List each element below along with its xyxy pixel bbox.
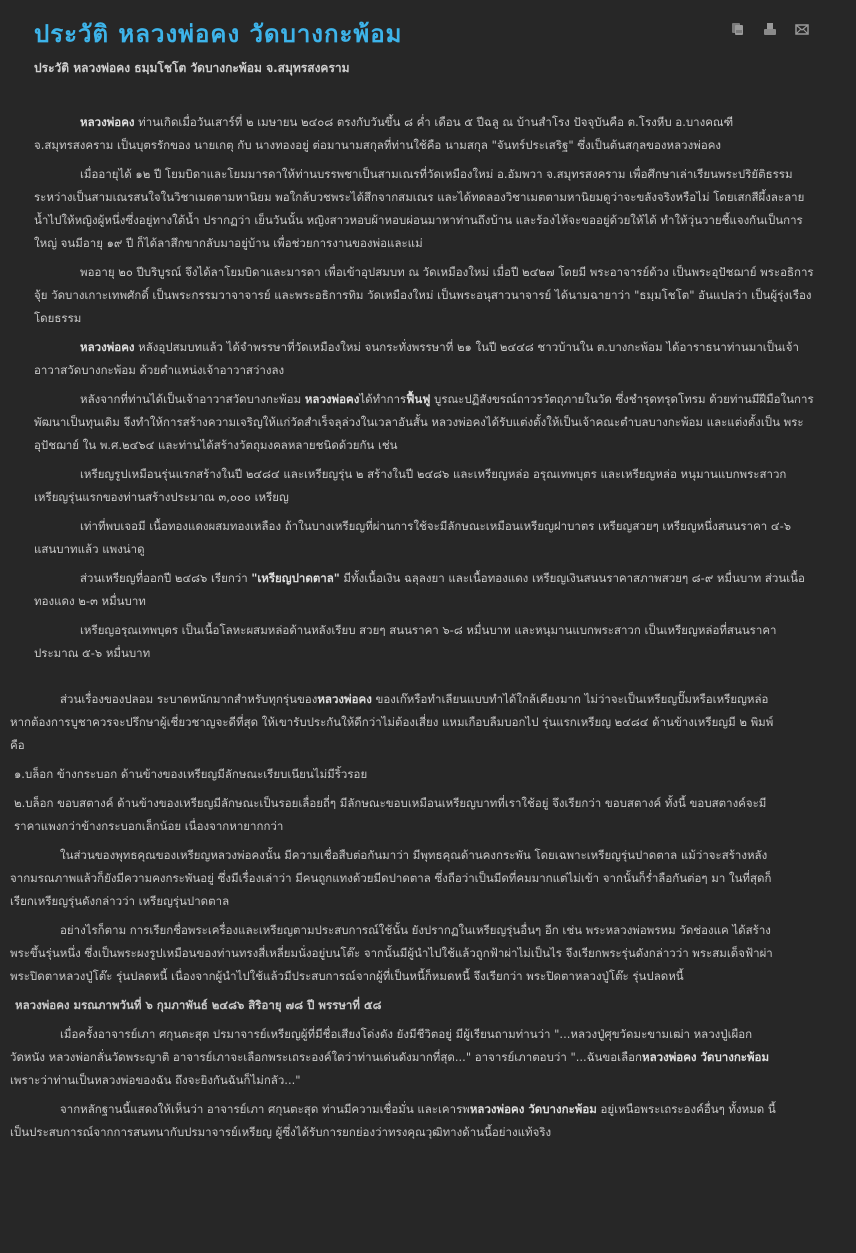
text-segment: เมื่อครั้งอาจารย์เภา ศกุนตะสุต ปรมาจารย์เหรียญผู้ที่มีชื่อเสียงโด่งดัง ยังมีชีวิตอยู่ มีผู้เรียนถามท่านว่า "...หลวงปู่ศุขวัดมะขามเฒ่า หลวงปู่เผือกวัดหนัง หลวงพ่อกลั่นวัดพระญาติ อาจารย์เภาจะเลือกพระเถระองค์ใดว่าท่านเด่นดังมากที่สุด..." อาจารย์เภาตอบว่า "...ฉันขอเลือก — [10, 1027, 753, 1064]
article-title: ประวัติ หลวงพ่อคง วัดบางกะพ้อม — [34, 20, 403, 48]
bold-text: "เหรียญปาดตาล" — [251, 571, 340, 585]
pdf-icon[interactable] — [730, 21, 746, 35]
bold-text: หลวงพ่อคง — [317, 692, 372, 706]
text-segment: ส่วนเหรียญที่ออกปี ๒๔๘๖ เรียกว่า — [80, 571, 252, 585]
paragraph — [10, 919, 785, 988]
paragraph — [10, 792, 785, 838]
email-icon[interactable] — [794, 21, 810, 35]
text-segment: เท่าที่พบเจอมี เนื้อทองแดงผสมทองเหลือง ถ้าในบางเหรียญที่ผ่านการใช้จะมีลักษณะเหมือนเหรียญฝาบาตร เหรียญสวยๆ เหรียญหนึ่งสนนราคา ๔-๖ แสนบาทแล้ว แพงน่าดู — [34, 519, 792, 556]
text-segment: เหรียญอรุณเทพบุตร เป็นเนื้อโลหะผสมหล่อด้านหลังเรียบ สวยๆ สนนราคา ๖-๘ หมื่นบาท และหนุมานแบกพระสาวก เป็นเหรียญหล่อที่สนนราคาประมาณ ๕-๖ หมื่นบาท — [34, 623, 777, 660]
text-segment: บูรณะปฏิสังขรณ์ถาวรวัตถุภายในวัด ซึ่งชำรุดทรุดโทรม ด้วยท่านมีฝีมือในการพัฒนาเป็นทุนเดิม จึงทำให้การสร้างความเจริญให้แก่วัดสำเร็จลุล่วงในเวลาอันสั้น หลวงพ่อคงได้รับแต่งตั้งให้เป็นเจ้าคณะตำบลบางกะพ้อม และแต่งตั้งเป็น พระอุปัชฌาย์ ใน พ.ศ.๒๔๖๔ และท่านได้สร้างวัตถุมงคลหลายชนิดด้วยกัน เช่น — [34, 392, 814, 452]
article-subtitle: ประวัติ หลวงพ่อคง ธมฺมโชโต วัดบางกะพ้อม จ.สมุทรสงคราม — [34, 61, 350, 75]
text-segment: ๒.บล็อก ขอบสตางค์ ด้านข้างของเหรียญมีลักษณะเป็นรอยเลื่อยถี่ๆ มีลักษณะขอบเหมือนเหรียญบาทที่เราใช้อยู่ จึงเรียกว่า ขอบสตางค์ ทั้งนี้ ขอบสตางค์จะมีราคาแพงกว่าข้างกระบอกเล็กน้อย เนื่องจากหายากกว่า — [14, 796, 767, 833]
text-segment: เมื่ออายุได้ ๑๒ ปี โยมบิดาและโยมมารดาให้ท่านบรรพชาเป็นสามเณรที่วัดเหมืองใหม่ อ.อัมพวา จ.สมุทรสงคราม เพื่อศึกษาเล่าเรียนพระปริยัติธรรม ระหว่างเป็นสามเณรสนใจในวิชาเมตตามหานิยม พอใกล้บวชพระได้สึกจากสมเณร และได้ทดลองวิชาเมตตามหานิยมดูว่าจะขลังจริงหรือไม่ โดยเสกสีผึ้งละลายน้ำไปให้หญิงผู้หนึ่งซึ่งอยู่ทางใต้น้ำ ปรากฏว่า เย็นวันนั้น หญิงสาวหอบผ้าหอบผ่อนมาหาท่านถึงบ้าน และร้องไห้จะขออยู่ด้วยให้ได้ ทำให้วุ่นวายชี้แจงกันเป็นการใหญ่ จนมีอายุ ๑๙ ปี ก็ได้ลาสึกขากลับมาอยู่บ้าน เพื่อช่วยการงานของพ่อและแม่ — [34, 167, 805, 250]
text-segment: ท่านเกิดเมื่อวันเสาร์ที่ ๒ เมษายน ๒๔๐๘ ตรงกับวันขึ้น ๘ ค่ำ เดือน ๕ ปีฉลู ณ บ้านสำโรง ปัจจุบันคือ ต.โรงหีบ อ.บางคณฑี จ.สมุทรสงคราม เป็นบุตรรักของ นายเกตุ กับ นางทองอยู่ ต่อมานามสกุลที่ท่านใช้คือ นามสกุล "จันทร์ประเสริฐ" ซึ่งเป็นต้นสกุลของหลวงพ่อคง — [34, 115, 734, 152]
paragraph — [34, 388, 814, 457]
text-segment: ของเก๊หรือทำเลียนแบบทำได้ใกล้เคียงมาก ไม่ว่าจะเป็นเหรียญปั๊มหรือเหรียญหล่อ หากต้องการบูชาควรจะปรึกษาผู้เชี่ยวชาญจะดีที่สุด ให้เขารับประกันให้ดีกว่าไม่ต้องเสี่ยง แหมเกือบลืมบอกไป รุ่นแรกเหรียญ ๒๔๘๔ ด้านข้างเหรียญมี ๒ พิมพ์ คือ — [10, 692, 774, 752]
bold-text: หลวงพ่อคง — [304, 392, 360, 406]
paragraph — [34, 567, 814, 613]
paragraph — [10, 1098, 785, 1144]
paragraph — [10, 688, 785, 757]
paragraph — [10, 1023, 785, 1092]
text-segment: หลังจากที่ท่านได้เป็นเจ้าอาวาสวัดบางกะพ้อม — [80, 392, 305, 406]
article-toolbar — [730, 21, 810, 35]
print-icon[interactable] — [762, 21, 778, 35]
text-segment: ๑.บล็อก ข้างกระบอก ด้านข้างของเหรียญมีลักษณะเรียบเนียนไม่มีริ้วรอย — [14, 767, 368, 781]
paragraph — [34, 261, 814, 330]
bold-text: หลวงพ่อคง — [80, 115, 135, 129]
paragraph — [34, 111, 814, 157]
paragraph — [10, 994, 785, 1017]
text-segment: หลังอุปสมบทแล้ว ได้จำพรรษาที่วัดเหมืองใหม่ จนกระทั่งพรรษาที่ ๒๑ ในปี ๒๔๔๘ ชาวบ้านใน ต.บางกะพ้อม ได้อาราธนาท่านมาเป็นเจ้าอาวาสวัดบางกะพ้อม ด้วยตำแหน่งเจ้าอาวาสว่างลง — [34, 340, 800, 377]
text-segment: จากหลักฐานนี้แสดงให้เห็นว่า อาจารย์เภา ศกุนตะสุด ท่านมีความเชื่อมั่น และเคารพ — [60, 1102, 470, 1116]
text-segment: ในส่วนของพุทธคุณของเหรียญหลวงพ่อคงนั้น มีความเชื่อสืบต่อกันมาว่า มีพุทธคุณด้านคงกระพัน โดยเฉพาะเหรียญรุ่นปาดตาล แม้ว่าจะสร้างหลังจากมรณภาพแล้วก็ยังมีความคงกระพันอยู่ ซึ่งมีเรื่องเล่าว่า มีคนถูกแทงด้วยมีดปาดตาล ซึ่งถือว่าเป็นมีดที่คมมากแต่ไม่เข้า จากนั้นก็ร่ำลือกันต่อๆ มา ในที่สุดก็เรียกเหรียญรุ่นดังกล่าวว่า เหรียญรุ่นปาดตาล — [10, 848, 772, 908]
paragraph — [34, 463, 814, 509]
text-segment: พออายุ ๒๐ ปีบริบูรณ์ จึงได้ลาโยมบิดาและมารดา เพื่อเข้าอุปสมบท ณ วัดเหมืองใหม่ เมื่อปี ๒๔๒๗ โดยมี พระอาจารย์ด้วง เป็นพระอุปัชฌาย์ พระอธิการจุ้ย วัดบางเกาะเทพศักดิ์ เป็นพระกรรมวาจาจารย์ และพระอธิการทิม วัดเหมืองใหม่ เป็นพระอนุสาวนาจารย์ ได้นามฉายาว่า "ธมฺมโชโต" อันแปลว่า เป็นผู้รุ่งเรืองโดยธรรม — [34, 265, 814, 325]
text-segment: อยู่เหนือพระเถระองค์อื่นๆ ทั้งหมด นี้เป็นประสบการณ์จากการสนทนากับปรมาจารย์เหรียญ ผู้ซึ่งได้รับการยกย่องว่าทรงคุณวุฒิทางด้านนี้อย่างแท้จริง — [10, 1102, 776, 1139]
paragraph — [10, 763, 785, 786]
article-body-main — [34, 111, 814, 671]
paragraph — [34, 619, 814, 665]
text-segment: ได้ทำการ — [359, 392, 407, 406]
text-segment: เหรียญรูปเหมือนรุ่นแรกสร้างในปี ๒๔๘๔ และเหรียญรุ่น ๒ สร้างในปี ๒๔๘๖ และเหรียญหล่อ อรุณเทพบุตร และเหรียญหล่อ หนุมานแบกพระสาวก เหรียญรุ่นแรกของท่านสร้างประมาณ ๓,๐๐๐ เหรียญ — [34, 467, 787, 504]
paragraph — [34, 163, 814, 255]
paragraph — [10, 844, 785, 913]
paragraph — [34, 336, 814, 382]
bold-text: หลวงพ่อคง วัดบางกะพ้อม — [642, 1050, 770, 1064]
text-segment: เพราะว่าท่านเป็นหลวงพ่อของฉัน ถึงจะยิงกันฉันก็ไม่กลัว..." — [10, 1073, 301, 1087]
bold-text: ฟื้นฟู — [406, 392, 431, 406]
text-segment: หลวงพ่อคง มรณภาพวันที่ ๖ กุมภาพันธ์ ๒๔๘๖ สิริอายุ ๗๘ ปี พรรษาที่ ๕๘ — [15, 998, 382, 1012]
text-segment: ส่วนเรื่องของปลอม ระบาดหนักมากสำหรับทุกรุ่นของ — [60, 692, 318, 706]
text-segment: อย่างไรก็ตาม การเรียกชื่อพระเครื่องและเหรียญตามประสบการณ์ใช้นั้น ยังปรากฏในเหรียญรุ่นอื่นๆ อีก เช่น พระหลวงพ่อพรหม วัดช่องแค ได้สร้างพระขึ้นรุ่นหนึ่ง ซึ่งเป็นพระผงรูปเหมือนของท่านทรงสี่เหลี่ยมนั่งอยู่บนโต๊ะ จากนั้นมีผู้นำไปใช้แล้วถูกฟ้าผ่าไม่เป็นไร จึงเรียกพระรุ่นดังกล่าวว่า พระสมเด็จฟ้าผ่า พระปิดตาหลวงปู่โต๊ะ รุ่นปลดหนี้ เนื่องจากผู้นำไปใช้แล้วมีประสบการณ์จากผู้ที่เป็นหนี้ก็หมดหนี้ จึงเรียกว่า พระปิดตาหลวงปู่โต๊ะ รุ่นปลดหนี้ — [10, 923, 773, 983]
article-body-secondary — [10, 688, 785, 1150]
paragraph — [34, 515, 814, 561]
bold-text: หลวงพ่อคง วัดบางกะพ้อม — [469, 1102, 597, 1116]
text-segment: มีทั้งเนื้อเงิน ฉลุลงยา และเนื้อทองแดง เหรียญเงินสนนราคาสภาพสวยๆ ๘-๙ หมื่นบาท ส่วนเนื้อทองแดง ๒-๓ หมื่นบาท — [34, 571, 805, 608]
bold-text: หลวงพ่อคง — [80, 340, 135, 354]
